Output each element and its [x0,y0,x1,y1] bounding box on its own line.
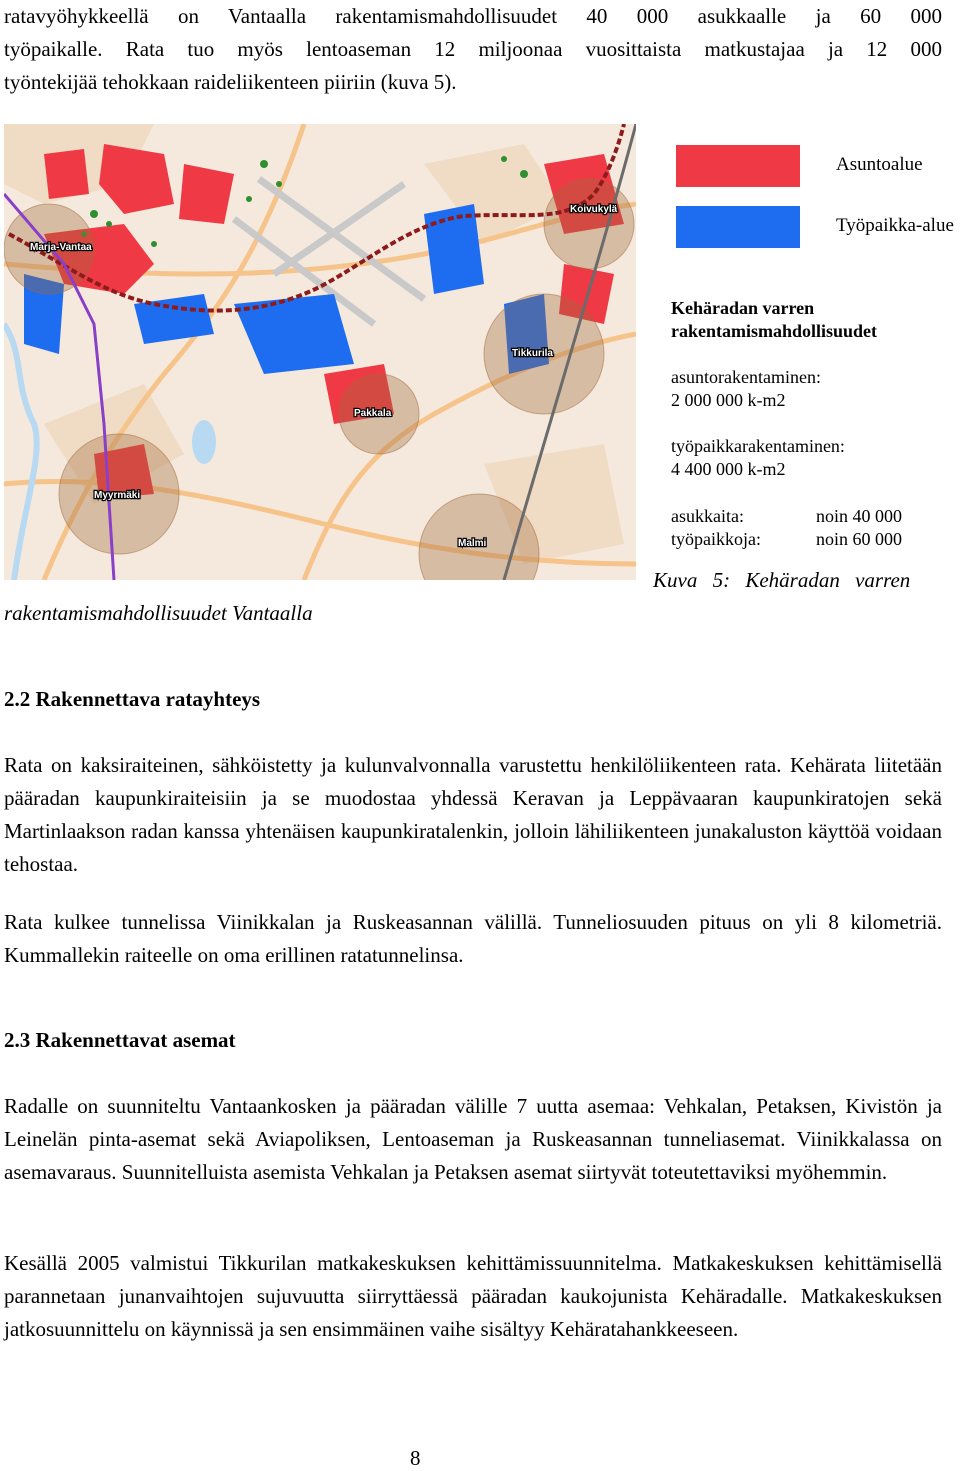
legend-residential-label: Asuntoalue [836,154,923,175]
label-pakkala: Pakkala [354,408,392,419]
stats-jobs-label: työpaikkoja: [671,529,761,549]
figure-caption-part2: rakentamismahdollisuudet Vantaalla [4,601,313,625]
stats-title-line1: Kehäradan varren [671,298,815,318]
stats-housing-value: 2 000 000 k-m2 [671,390,786,410]
figure-caption-part1: Kuva 5: Kehäradan varren [653,568,911,592]
page-number: 8 [410,1446,421,1470]
legend-residential-swatch [676,145,800,187]
label-malmi: Malmi [458,538,487,549]
section-2-3-paragraph-1: Radalle on suunniteltu Vantaankosken ja pääradan välille 7 uutta asemaa: Vehkalan, Petaksen, Kivistön ja Leinelän pinta-asemat sekä Aviapoliksen, Lentoaseman ja Ruskeasannan tunneliasemat. Viinikkalassa on asemavaraus. Suunnitelluista asemista Vehkalan ja Petaksen asemat siirtyvät toteutettaviksi myöhemmin. [4,1094,942,1184]
stats-work-value: 4 400 000 k-m2 [671,459,786,479]
stats-jobs-value: noin 60 000 [816,529,903,549]
vantaa-map [4,124,636,580]
section-2-2-paragraph-1: Rata on kaksiraiteinen, sähköistetty ja kulunvalvonnalla varustettu henkilöliikenteen rata. Kehärata liitetään pääradan kaupunkiraiteisiin ja se muodostaa yhdessä Keravan ja Leppävaaran kaupunkiratojen sekä Martinlaakson radan kanssa yhtenäisen kaupunkiratalenkin, jolloin lähiliikenteen junakaluston käyttöä voidaan tehostaa. [4,753,942,876]
intro-line-1: ratavyöhykkeellä on Vantaalla rakentamismahdollisuudet 40 000 asukkaalle ja 60 000 [4,4,942,28]
label-koivukyla: Koivukylä [570,204,618,215]
section-2-2-heading: 2.2 Rakennettava ratayhteys [4,687,261,711]
section-2-3-paragraph-2: Kesällä 2005 valmistui Tikkurilan matkakeskuksen kehittämissuunnitelma. Matkakeskuksen kehittämisellä parannetaan junanvaihtojen sujuvuutta siirryttäessä pääradan kaukojunista Kehäradalle. Matkakeskuksen jatkosuunnittelu on käynnissä ja sen ensimmäinen vaihe sisältyy Kehäratahankkeeseen. [4,1251,942,1341]
stats-housing-label: asuntorakentaminen: [671,367,821,387]
stats-residents-label: asukkaita: [671,506,744,526]
stats-title-line2: rakentamismahdollisuudet [671,321,878,341]
legend-workplace-swatch [676,206,800,248]
label-marja-vantaa: Marja-Vantaa [30,242,92,253]
label-myyrmaki: Myyrmäki [94,490,141,501]
legend-workplace-label: Työpaikka-alue [836,215,954,236]
section-2-2-paragraph-2: Rata kulkee tunnelissa Viinikkalan ja Ruskeasannan välillä. Tunneliosuuden pituus on yli 8 kilometriä. Kummallekin raiteelle on oma erillinen ratatunnelinsa. [4,910,942,967]
stats-residents-value: noin 40 000 [816,506,903,526]
intro-line-3: työntekijää tehokkaan raideliikenteen piiriin (kuva 5). [4,70,457,94]
intro-line-2: työpaikalle. Rata tuo myös lentoaseman 12 miljoonaa vuosittaista matkustajaa ja 12 000 [4,37,942,61]
section-2-3-heading: 2.3 Rakennettavat asemat [4,1028,236,1052]
lake [192,420,216,464]
stats-work-label: työpaikkarakentaminen: [671,436,845,456]
label-tikkurila: Tikkurila [512,348,553,359]
